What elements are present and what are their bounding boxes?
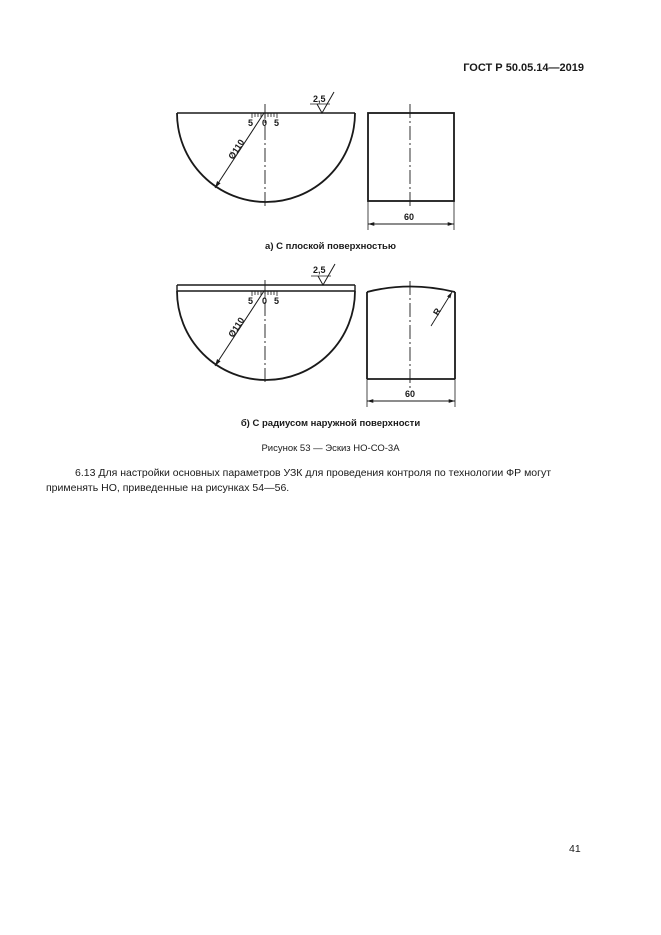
sketch-a-scale-zero: 0 xyxy=(262,118,268,128)
sketch-a-scale-left: 5 xyxy=(248,118,254,128)
sketch-b-diameter: Ø110 xyxy=(226,315,247,340)
sketch-a-scale-right: 5 xyxy=(274,118,280,128)
sketch-b-caption: б) С радиусом наружной поверхности xyxy=(240,418,421,429)
page-number: 41 xyxy=(569,843,581,855)
sketch-b-scale-left: 5 xyxy=(248,296,254,306)
paragraph-6-13: 6.13 Для настройки основных параметров УЗК для проведения контроля по технологии ФР могут применять НО, приведенные на рисунках 54—56. xyxy=(46,467,552,494)
sketch-b-radius: R xyxy=(431,306,443,317)
sketch-b-scale-zero: 0 xyxy=(262,296,268,306)
sketch-a-diameter: Ø110 xyxy=(226,137,247,162)
sketch-a-semicircle xyxy=(177,92,355,208)
sketch-a-roughness: 2,5 xyxy=(313,94,326,104)
sketch-b-semicircle xyxy=(177,264,355,385)
sketch-a-width: 60 xyxy=(404,212,415,222)
sketch-a-caption: а) С плоской поверхностью xyxy=(265,241,396,252)
sketch-b-width: 60 xyxy=(405,389,416,399)
sketch-b-scale-right: 5 xyxy=(274,296,280,306)
figure-title: Рисунок 53 — Эскиз НО-СО-3А xyxy=(261,443,400,454)
document-header: ГОСТ Р 50.05.14—2019 xyxy=(463,62,584,74)
sketch-b-roughness: 2,5 xyxy=(313,265,326,275)
